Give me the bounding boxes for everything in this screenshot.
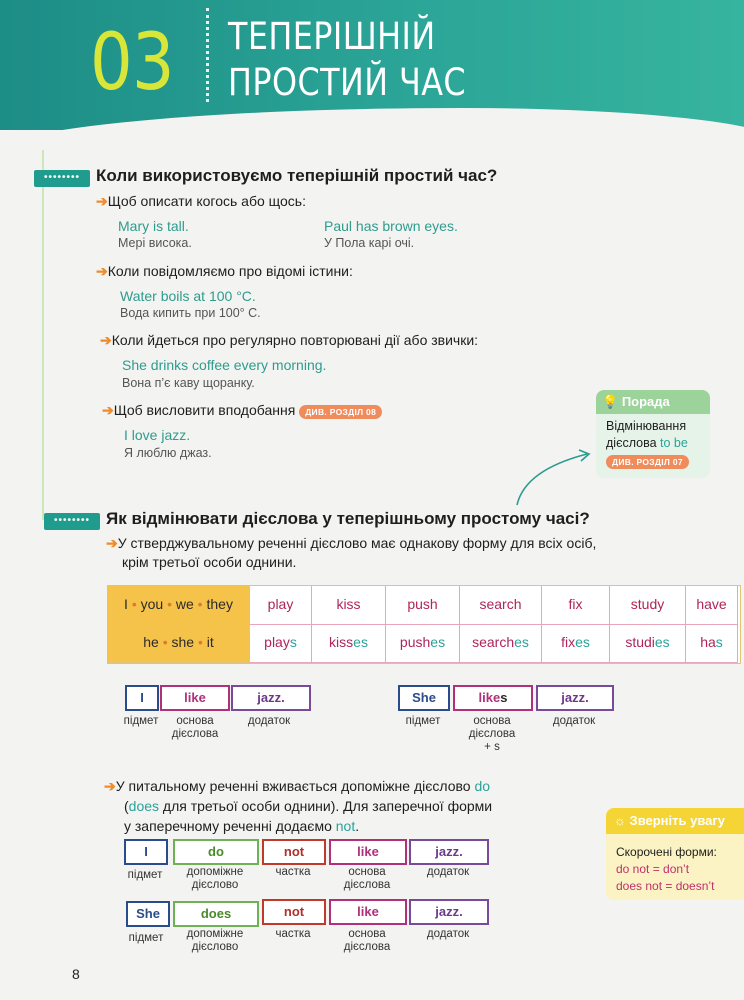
example-en: Paul has brown eyes. xyxy=(324,218,458,234)
example-ua: Я люблю джаз. xyxy=(124,446,212,460)
word-box-verb: likes xyxy=(453,685,533,711)
chapter-title-line2: ПРОСТИЙ ЧАС xyxy=(228,61,467,104)
label-auxiliary: допоміжне дієслово xyxy=(186,866,244,891)
sun-icon: ☼ xyxy=(614,813,626,828)
label-object: додаток xyxy=(552,715,596,727)
attention-body: Скорочені форми: do not = don’t does not = doesn’t xyxy=(616,845,717,893)
section1-item1: ➔Щоб описати когось або щось: xyxy=(96,193,306,209)
section1-item4: ➔Щоб висловити вподобання ДИВ. РОЗДІЛ 08 xyxy=(102,402,382,419)
header-separator xyxy=(206,8,209,102)
verb-third-person-cell: plays xyxy=(250,624,312,663)
pronoun-cell: he • she • it xyxy=(108,624,250,663)
section-tag: •••••••• xyxy=(44,513,100,530)
example-ua: Вода кипить при 100° С. xyxy=(120,306,261,320)
example-en: Water boils at 100 °C. xyxy=(120,288,256,304)
word-box-verb: like xyxy=(329,899,407,925)
chapter-reference-link[interactable]: ДИВ. РОЗДІЛ 07 xyxy=(606,455,689,469)
attention-box xyxy=(606,808,744,900)
label-subject: підмет xyxy=(127,869,163,881)
word-box-verb: like xyxy=(329,839,407,865)
verb-third-person-cell: studies xyxy=(610,624,686,663)
example-ua: Вона п’є каву щоранку. xyxy=(122,376,255,390)
chapter-reference-link[interactable]: ДИВ. РОЗДІЛ 08 xyxy=(299,405,382,419)
label-object: додаток xyxy=(426,866,470,878)
chapter-title xyxy=(228,14,466,106)
verb-base-cell: search xyxy=(460,586,542,625)
arrow-icon: ➔ xyxy=(102,402,114,418)
label-verb-stem: основа дієслова + s xyxy=(468,715,516,753)
attention-header: ☼ Зверніть увагу xyxy=(606,808,744,834)
verb-third-person-cell: has xyxy=(686,624,738,663)
pronoun-cell: I • you • we • they xyxy=(108,586,250,625)
section1-item3: ➔Коли йдеться про регулярно повторювані дії або звички: xyxy=(100,332,479,348)
dot-separator: • xyxy=(163,596,176,612)
word-box-subject: I xyxy=(124,839,168,865)
arrow-icon: ➔ xyxy=(96,193,108,209)
dot-separator: • xyxy=(127,596,141,612)
label-verb-stem: основа дієслова xyxy=(343,928,391,953)
word-box-object: jazz. xyxy=(536,685,614,711)
section-tag: •••••••• xyxy=(34,170,90,187)
word-box-auxiliary: do xyxy=(173,839,259,865)
dot-separator: • xyxy=(194,634,207,650)
word-box-verb: like xyxy=(160,685,230,711)
dot-separator: • xyxy=(158,634,172,650)
verb-base-cell: kiss xyxy=(312,586,386,625)
section2-heading: Як відмінювати дієслова у теперішньому простому часі? xyxy=(106,509,590,528)
page-number: 8 xyxy=(72,966,80,982)
tip-body: Відмінювання дієслова to be ДИВ. РОЗДІЛ 07 xyxy=(606,419,688,467)
chapter-number: 03 xyxy=(90,18,174,108)
tip-box xyxy=(596,390,710,478)
lightbulb-icon: 💡 xyxy=(602,394,619,409)
verb-base-cell: have xyxy=(686,586,738,625)
label-auxiliary: допоміжне дієслово xyxy=(186,928,244,953)
word-box-auxiliary: does xyxy=(173,901,259,927)
word-box-object: jazz. xyxy=(409,839,489,865)
word-box-particle: not xyxy=(262,899,326,925)
example-en: She drinks coffee every morning. xyxy=(122,357,327,373)
verb-base-cell: study xyxy=(610,586,686,625)
arrow-icon: ➔ xyxy=(106,535,118,551)
label-verb-stem: основа дієслова xyxy=(343,866,391,891)
arrow-icon: ➔ xyxy=(104,778,116,794)
example-en: I love jazz. xyxy=(124,427,191,443)
verb-base-cell: play xyxy=(250,586,312,625)
label-particle: частка xyxy=(275,928,311,940)
tip-header: 💡 Порада xyxy=(596,390,710,414)
word-box-subject: I xyxy=(125,685,159,711)
chapter-title-line1: ТЕПЕРІШНІЙ xyxy=(228,15,436,58)
verb-third-person-cell: pushes xyxy=(386,624,460,663)
verb-third-person-cell: fixes xyxy=(542,624,610,663)
label-verb-stem: основа дієслова xyxy=(171,715,219,740)
label-particle: частка xyxy=(275,866,311,878)
label-subject: підмет xyxy=(405,715,441,727)
word-box-object: jazz. xyxy=(409,899,489,925)
left-guide-line xyxy=(42,150,44,520)
section2-item1: ➔У стверджувальному реченні дієслово має однакову форму для всіх осіб, крім третьої особи однини. xyxy=(106,535,597,570)
example-en: Mary is tall. xyxy=(118,218,189,234)
example-ua: Мері висока. xyxy=(118,236,192,250)
verb-base-cell: push xyxy=(386,586,460,625)
example-ua: У Пола карі очі. xyxy=(324,236,415,250)
word-box-subject: She xyxy=(126,901,170,927)
verb-conjugation-table xyxy=(107,585,741,664)
arrow-icon: ➔ xyxy=(100,332,112,348)
verb-third-person-cell: kisses xyxy=(312,624,386,663)
label-subject: підмет xyxy=(128,932,164,944)
section1-heading: Коли використовуємо теперішній простий час? xyxy=(96,166,498,185)
dot-separator: • xyxy=(193,596,207,612)
word-box-subject: She xyxy=(398,685,450,711)
label-object: додаток xyxy=(426,928,470,940)
verb-third-person-cell: searches xyxy=(460,624,542,663)
arrow-icon: ➔ xyxy=(96,263,108,279)
word-box-object: jazz. xyxy=(231,685,311,711)
label-object: додаток xyxy=(247,715,291,727)
pointer-arrow-icon xyxy=(505,445,600,510)
word-box-particle: not xyxy=(262,839,326,865)
verb-base-cell: fix xyxy=(542,586,610,625)
label-subject: підмет xyxy=(123,715,159,727)
section1-item2: ➔Коли повідомляємо про відомі істини: xyxy=(96,263,353,279)
section2-item2: ➔У питальному реченні вживається допоміжне дієслово do (does для третьої особи однини). Для заперечної форми у заперечному реченні додаємо not. xyxy=(104,778,493,834)
